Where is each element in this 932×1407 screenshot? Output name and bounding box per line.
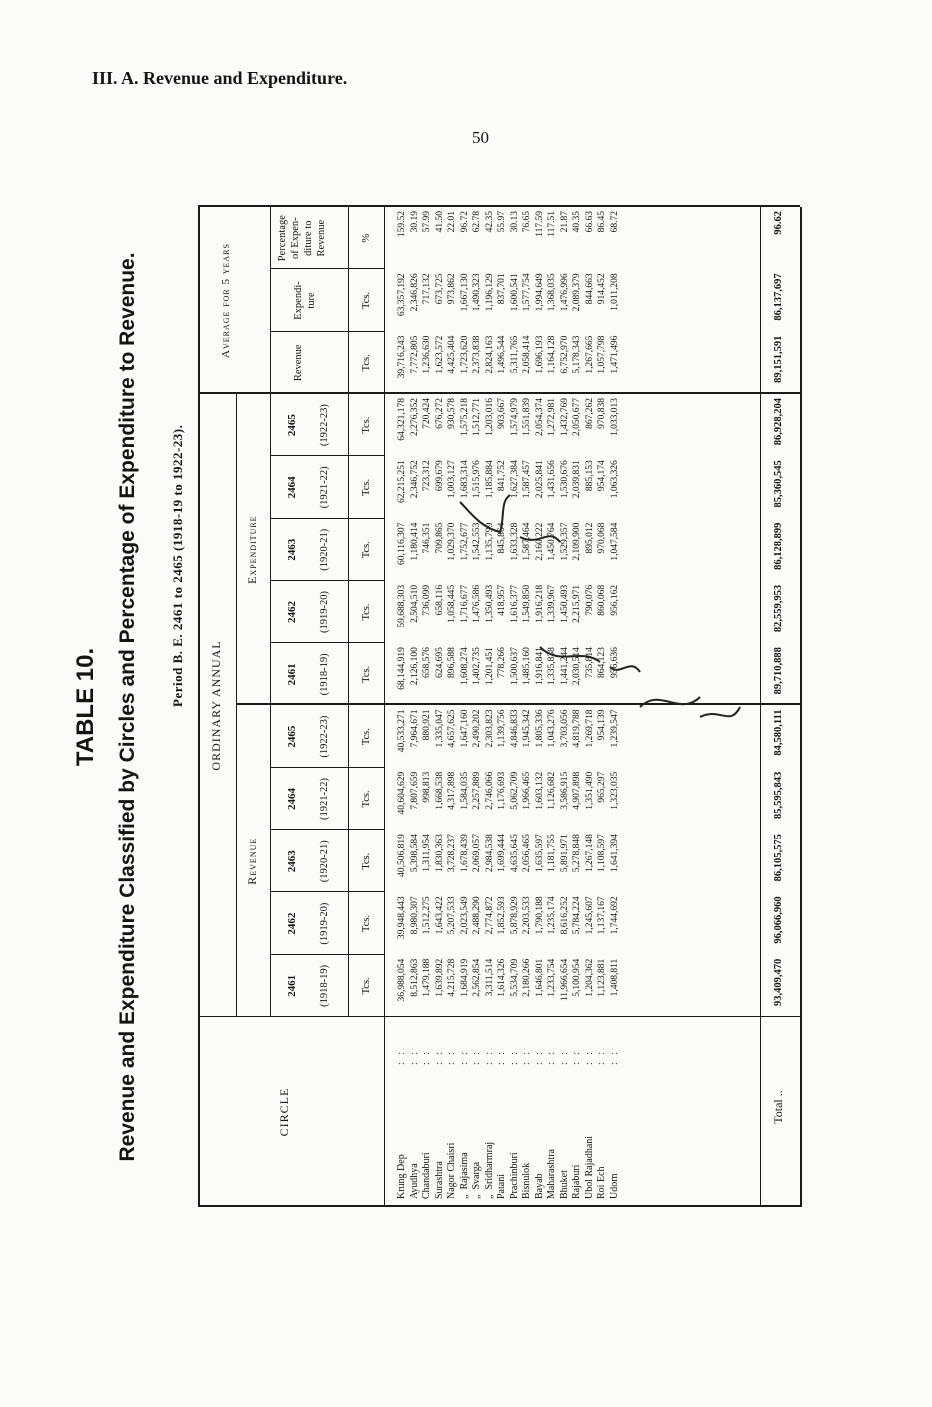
unit-10: Tcs. (361, 354, 372, 372)
data-col-10: 39,716,243 7,772,805 1,236,630 1,623,572 4,425,404 1,723,620 2,373,838 2,824,163 1,496,544 5,311,765 2,058,414 1,696,193 1,164,128 6,752,970 5,178,343 1,267,665 1,057,798 1,471,496 (397, 335, 620, 379)
data-col-2: 40,506,819 5,398,584 1,311,954 1,830,363 3,728,237 1,678,439 2,069,057 2,984,538 1,699,444 4,635,645 2,056,465 1,635,597 1,181,755 5,891,971 5,278,848 1,267,148 1,108,597 1,641,394 (397, 834, 620, 877)
data-col-11: 63,357,192 2,346,826 717,132 673,725 973,862 1,667,130 1,490,323 1,196,129 837,701 1,600,541 1,577,754 1,994,649 1,368,035 1,476,996 2,089,379 844,663 914,452 1,011,208 (397, 273, 620, 317)
table-subtitle: Revenue and Expenditure Classified by Circles and Percentage of Expenditure to Revenue. (116, 252, 139, 1162)
data-col-6: 59,688,303 2,504,510 736,099 658,116 1,058,445 1,716,677 1,476,586 1,350,493 418,957 1,616,377 1,549,850 1,916,218 1,339,967 1,450,493 2,215,971 790,076 860,068 956,162 (397, 584, 620, 628)
average-header: Average for 5 years (220, 243, 232, 358)
circle-names: Krung Dep Ayudhya Chandaburi Surashtra Nagor Chaisri „ Rajasima „ Svarga „ Sridharmraj Patani Prachinburi Bisnulok Bayab Maharashtra Bhuket Rajaburi Ubol Rajadhani Roi Ech Udorn (396, 1135, 620, 1199)
year-be-4: 2465 (286, 725, 298, 748)
page-number: 50 (472, 128, 489, 147)
expenditure-header: Expenditure (245, 515, 259, 584)
unit-5: Tcs. (361, 665, 372, 683)
data-col-9: 64,321,178 2,276,352 720,424 676,272 930,578 1,575,218 1,512,771 1,203,016 903,667 1,574,979 1,551,839 2,054,374 1,272,981 1,432,769 2,050,677 867,262 970,838 1,033,013 (397, 397, 620, 441)
data-col-8: 62,215,251 2,346,752 723,312 699,679 1,003,127 1,683,314 1,515,976 1,185,884 841,752 1,627,384 1,587,457 2,025,841 1,431,656 1,530,676 2,039,831 885,153 954,174 1,063,326 (397, 460, 620, 503)
unit-11: Tcs. (361, 291, 372, 310)
total-label: Total .. (771, 1090, 785, 1124)
year-ad-9: (1922-23) (319, 404, 330, 447)
scribble-mark-2 (520, 536, 560, 542)
unit-1: Tcs. (361, 915, 372, 933)
year-be-3: 2464 (286, 787, 298, 810)
data-col-7: 60,116,307 1,180,414 746,351 709,865 1,029,370 1,752,677 1,542,553 1,135,799 845,864 1,633,328 1,587,464 2,160,222 1,450,764 1,529,357 2,109,900 895,012 970,068 1,047,584 (397, 522, 620, 565)
data-col-1: 39,948,443 8,980,307 1,512,275 1,643,422 5,207,533 2,023,549 2,488,290 2,774,872 1,852,593 5,878,929 2,203,533 1,790,188 1,235,174 8,616,252 5,784,224 1,245,607 1,137,167 1,744,692 (397, 896, 620, 940)
total-5: 89,710,888 (773, 647, 784, 695)
data-col-5: 68,144,919 2,126,100 658,576 624,695 896,588 1,608,274 1,402,735 1,201,451 778,266 1,500,637 1,485,160 1,916,841 1,335,838 1,441,244 2,030,514 735,814 864,123 956,636 (397, 647, 620, 690)
year-ad-7: (1920-21) (319, 528, 330, 571)
year-be-9: 2465 (286, 414, 298, 437)
revenue-header: Revenue (245, 837, 259, 885)
unit-7: Tcs. (361, 541, 372, 559)
total-0: 93,409,470 (773, 958, 784, 1006)
unit-8: Tcs. (361, 478, 372, 496)
total-3: 85,595,843 (773, 771, 784, 820)
scribble-mark-3 (540, 647, 640, 672)
total-12: 96.62 (773, 211, 784, 235)
year-ad-6: (1919-20) (319, 591, 330, 634)
table-period: Period B. E. 2461 to 2465 (1918-19 to 1922-23). (170, 424, 185, 707)
data-col-12: 159.52 30.19 57.99 41.50 22.01 96.72 62.78 42.35 55.97 30.13 76.65 117.59 117.51 21.87 40.35 66.63 86.45 68.72 (397, 211, 620, 238)
year-ad-8: (1921-22) (319, 466, 330, 509)
scribble-mark-4 (640, 697, 740, 717)
circle-leader-dots: : : : : : : : : : : : : : : : : : : : : : : : : : : : : : : : : : : : : (396, 1051, 620, 1065)
year-ad-1: (1919-20) (319, 902, 330, 945)
total-7: 86,128,899 (773, 522, 784, 570)
total-1: 96,066,960 (773, 896, 784, 944)
data-col-4: 40,533,271 7,964,671 880,921 1,335,047 4,657,625 1,647,160 2,490,202 2,303,823 1,139,756 4,846,833 1,945,342 1,805,336 1,043,276 3,703,056 4,819,788 1,269,718 954,139 1,239,547 (397, 709, 620, 753)
unit-6: Tcs. (361, 603, 372, 621)
year-be-6: 2462 (286, 601, 298, 624)
year-be-5: 2461 (286, 663, 298, 686)
avg-col-header-1: Expendi- ture (293, 281, 317, 320)
unit-12: % (361, 233, 372, 243)
total-4: 84,580,111 (773, 709, 784, 756)
avg-col-header-0: Revenue (293, 344, 304, 382)
ordinary-annual-header: ORDINARY ANNUAL (209, 640, 223, 771)
data-col-3: 40,604,629 7,807,659 998,813 1,668,538 4,317,898 1,584,035 2,257,889 2,746,066 1,176,693 5,062,709 1,966,465 1,603,132 1,126,682 3,586,915 4,907,898 1,351,490 965,297 1,323,035 (397, 771, 620, 815)
table-title: TABLE 10. (72, 647, 99, 767)
total-2: 86,105,575 (773, 834, 784, 882)
unit-0: Tcs. (361, 977, 372, 995)
unit-2: Tcs. (361, 852, 372, 870)
unit-4: Tcs. (361, 728, 372, 746)
unit-3: Tcs. (361, 790, 372, 808)
circle-header: CIRCLE (277, 1087, 291, 1137)
data-col-0: 36,988,054 8,512,863 1,479,188 1,639,892 4,215,728 1,684,919 2,562,854 3,311,514 1,614,326 5,534,709 2,180,266 1,646,801 1,233,754 11,966,654 5,100,954 1,204,362 1,123,881 1,408,811 (397, 958, 620, 1002)
year-ad-2: (1920-21) (319, 840, 330, 883)
year-be-0: 2461 (286, 974, 298, 997)
total-9: 86,928,204 (773, 397, 784, 446)
year-ad-3: (1921-22) (319, 777, 330, 820)
year-be-7: 2463 (286, 538, 298, 561)
total-6: 82,559,953 (773, 584, 784, 633)
year-ad-5: (1918-19) (319, 653, 330, 696)
avg-col-header-2: Percentage of Expen- diture to Revenue (277, 215, 327, 262)
year-be-8: 2464 (286, 476, 298, 499)
year-ad-4: (1922-23) (319, 715, 330, 758)
unit-9: Tcs. (361, 416, 372, 434)
total-11: 86,137,697 (773, 273, 784, 321)
total-10: 89,151,591 (773, 335, 784, 383)
year-be-2: 2463 (286, 850, 298, 873)
year-ad-0: (1918-19) (319, 964, 330, 1007)
year-be-1: 2462 (286, 912, 298, 935)
total-8: 85,360,545 (773, 460, 784, 508)
section-title: III. A. Revenue and Expenditure. (92, 68, 348, 88)
scribble-mark-1 (460, 495, 510, 532)
